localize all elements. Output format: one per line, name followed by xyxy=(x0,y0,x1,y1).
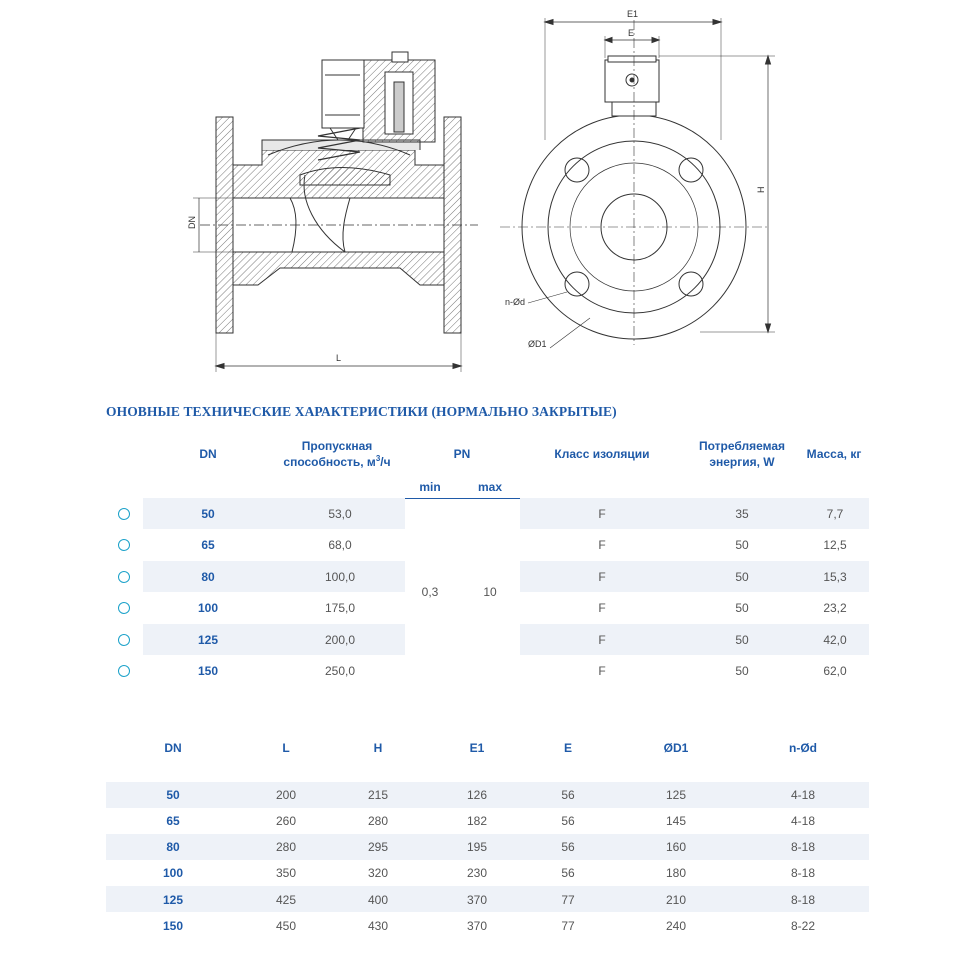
h-cell: 280 xyxy=(367,814,389,828)
dim-label-dn: DN xyxy=(187,216,197,229)
d1-cell: 240 xyxy=(665,919,687,933)
dn-cell: 50 xyxy=(166,788,180,802)
pn-max-cell: 10 xyxy=(483,585,497,599)
dim-label-d1: ØD1 xyxy=(528,339,547,349)
power-cell: 50 xyxy=(735,601,749,615)
dn-cell: 100 xyxy=(197,601,219,615)
header-nd: n-Ød xyxy=(789,741,817,755)
row-radio[interactable] xyxy=(118,508,130,520)
nd-cell: 8-18 xyxy=(790,840,816,854)
l-cell: 450 xyxy=(275,919,297,933)
power-cell: 35 xyxy=(735,507,749,521)
e-cell: 77 xyxy=(561,893,575,907)
side-section-view xyxy=(193,52,478,372)
dim-label-l: L xyxy=(336,353,342,363)
capacity-cell: 100,0 xyxy=(324,570,356,584)
dn-cell: 80 xyxy=(166,840,180,854)
h-cell: 430 xyxy=(367,919,389,933)
row-radio[interactable] xyxy=(118,539,130,551)
dn-cell: 100 xyxy=(162,866,184,880)
insulation-cell: F xyxy=(598,633,606,647)
header-pn: PN xyxy=(453,447,471,461)
nd-cell: 4-18 xyxy=(790,814,816,828)
nd-cell: 4-18 xyxy=(790,788,816,802)
power-cell: 50 xyxy=(735,570,749,584)
dim-label-h: H xyxy=(756,186,766,193)
header-dn: DN xyxy=(164,741,182,755)
d1-cell: 125 xyxy=(665,788,687,802)
l-cell: 280 xyxy=(275,840,297,854)
d1-cell: 180 xyxy=(665,866,687,880)
row-radio[interactable] xyxy=(118,665,130,677)
nd-cell: 8-18 xyxy=(790,893,816,907)
dn-cell: 150 xyxy=(162,919,184,933)
e1-cell: 126 xyxy=(466,788,488,802)
e1-cell: 370 xyxy=(466,893,488,907)
capacity-cell: 200,0 xyxy=(324,633,356,647)
capacity-cell: 53,0 xyxy=(328,507,352,521)
mass-cell: 42,0 xyxy=(823,633,847,647)
mass-cell: 15,3 xyxy=(823,570,847,584)
power-cell: 50 xyxy=(735,664,749,678)
capacity-cell: 250,0 xyxy=(324,664,356,678)
dim-label-e: E xyxy=(628,28,635,38)
e1-cell: 370 xyxy=(466,919,488,933)
d1-cell: 160 xyxy=(665,840,687,854)
header-capacity: Пропускная способность, $м^3/ч$ xyxy=(283,439,391,469)
header-d1: ØD1 xyxy=(663,741,689,755)
l-cell: 200 xyxy=(275,788,297,802)
nd-cell: 8-22 xyxy=(790,919,816,933)
header-h: H xyxy=(373,741,383,755)
h-cell: 400 xyxy=(367,893,389,907)
power-cell: 50 xyxy=(735,538,749,552)
dn-cell: 50 xyxy=(201,507,215,521)
dim-label-nd: n-Ød xyxy=(505,297,526,307)
header-l: L xyxy=(282,741,290,755)
power-cell: 50 xyxy=(735,633,749,647)
header-mass: Масса, кг xyxy=(806,447,862,461)
h-cell: 215 xyxy=(367,788,389,802)
mass-cell: 7,7 xyxy=(826,507,844,521)
valve-drawing xyxy=(0,0,970,400)
front-view xyxy=(500,18,775,348)
section-title: ОНОВНЫЕ ТЕХНИЧЕСКИЕ ХАРАКТЕРИСТИКИ (НОРМАЛЬНО ЗАКРЫТЫЕ) xyxy=(106,404,617,419)
header-e1: E1 xyxy=(469,741,485,755)
header-e: E xyxy=(563,741,572,755)
dn-cell: 80 xyxy=(201,570,215,584)
header-pn-max: max xyxy=(477,480,503,494)
dn-cell: 125 xyxy=(162,893,184,907)
insulation-cell: F xyxy=(598,664,606,678)
capacity-cell: 68,0 xyxy=(328,538,352,552)
header-insulation: Класс изоляции xyxy=(554,447,650,461)
insulation-cell: F xyxy=(598,507,606,521)
row-radio[interactable] xyxy=(118,571,130,583)
mass-cell: 12,5 xyxy=(823,538,847,552)
dn-cell: 150 xyxy=(197,664,219,678)
h-cell: 320 xyxy=(367,866,389,880)
e-cell: 56 xyxy=(561,840,575,854)
insulation-cell: F xyxy=(598,570,606,584)
e-cell: 56 xyxy=(561,788,575,802)
insulation-cell: F xyxy=(598,601,606,615)
insulation-cell: F xyxy=(598,538,606,552)
e1-cell: 182 xyxy=(466,814,488,828)
dn-cell: 125 xyxy=(197,633,219,647)
capacity-cell: 175,0 xyxy=(324,601,356,615)
dim-label-e1: E1 xyxy=(627,9,639,19)
dn-cell: 65 xyxy=(166,814,180,828)
dn-cell: 65 xyxy=(201,538,215,552)
l-cell: 350 xyxy=(275,866,297,880)
e1-cell: 195 xyxy=(466,840,488,854)
e-cell: 56 xyxy=(561,814,575,828)
row-radio[interactable] xyxy=(118,602,130,614)
l-cell: 425 xyxy=(275,893,297,907)
d1-cell: 145 xyxy=(665,814,687,828)
header-pn-min: min xyxy=(419,480,441,494)
h-cell: 295 xyxy=(367,840,389,854)
header-dn: DN xyxy=(199,447,217,461)
e1-cell: 230 xyxy=(466,866,488,880)
e-cell: 56 xyxy=(561,866,575,880)
l-cell: 260 xyxy=(275,814,297,828)
header-power: Потребляемая энергия, W xyxy=(698,439,786,469)
mass-cell: 23,2 xyxy=(823,601,847,615)
pn-min-cell: 0,3 xyxy=(421,585,439,599)
e-cell: 77 xyxy=(561,919,575,933)
row-radio[interactable] xyxy=(118,634,130,646)
d1-cell: 210 xyxy=(665,893,687,907)
mass-cell: 62,0 xyxy=(823,664,847,678)
nd-cell: 8-18 xyxy=(790,866,816,880)
